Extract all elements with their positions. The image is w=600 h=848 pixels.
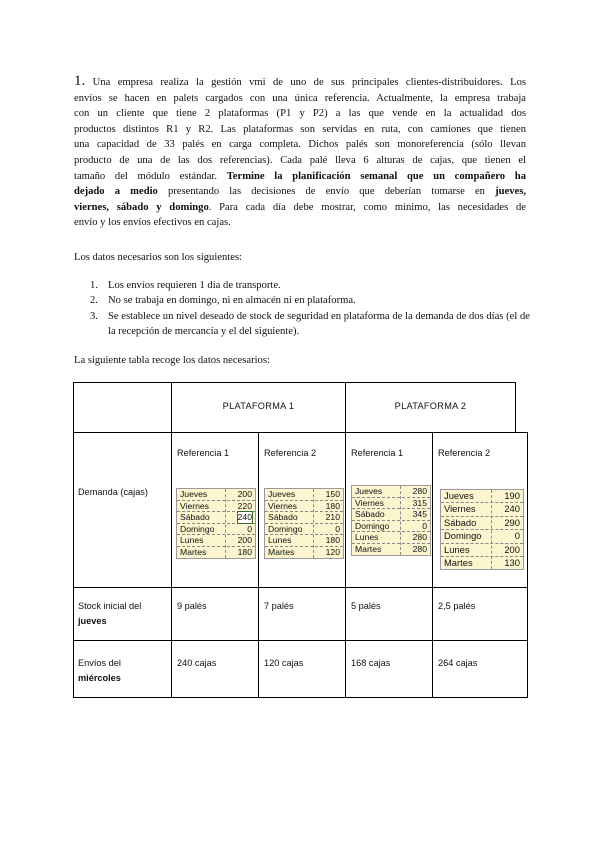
sheet-row: Lunes 180 bbox=[265, 535, 343, 547]
stock-value: 7 palés bbox=[264, 601, 294, 611]
sheet-row: Viernes 240 bbox=[441, 503, 523, 516]
table-border bbox=[73, 640, 528, 641]
list-item: 2. No se trabaja en domingo, ni en almacén ni en plataforma. bbox=[90, 295, 356, 307]
para-line-9: viernes, sábado y domingo. Para cada día debe mostrar, como mínimo, las necesidades de bbox=[74, 201, 526, 213]
requirements-list bbox=[90, 278, 530, 340]
shipment-value: 168 cajas bbox=[351, 658, 391, 668]
para-line-7: tamaño del módulo estándar. Termine la planificación semanal que un compañero ha bbox=[74, 170, 526, 182]
shipment-value: 120 cajas bbox=[264, 658, 304, 668]
para-line-10: envío y los envíos efectivos en cajas. bbox=[74, 217, 231, 229]
sheet-row: Martes 180 bbox=[180, 546, 252, 557]
table-border bbox=[515, 382, 516, 433]
sheet-row: Lunes 200 bbox=[441, 544, 523, 557]
stock-value: 2,5 palés bbox=[438, 601, 476, 611]
demand-sheet-p1-r2 bbox=[264, 488, 344, 559]
stock-row-label: Stock inicial del jueves bbox=[78, 601, 142, 626]
reference-header: Referencia 1 bbox=[177, 448, 230, 458]
sheet-row: Domingo 0 bbox=[441, 530, 523, 543]
data-intro: Los datos necesarios son los siguientes: bbox=[74, 252, 243, 263]
sheet-row: Jueves 190 bbox=[441, 490, 523, 503]
sheet-row: Viernes 220 bbox=[177, 501, 255, 513]
sheet-row: Martes 120 bbox=[268, 546, 340, 557]
sheet-row: Domingo 0 bbox=[265, 524, 343, 536]
sheet-row: Lunes 200 bbox=[177, 535, 255, 547]
exercise-number: 1. bbox=[74, 73, 86, 89]
platform-1-header: PLATAFORMA 1 bbox=[222, 401, 295, 411]
sheet-row: Jueves 150 bbox=[265, 489, 343, 501]
table-intro: La siguiente tabla recoge los datos necesarios: bbox=[74, 355, 270, 366]
sheet-row: Martes 280 bbox=[355, 543, 427, 554]
sheet-row: Martes 130 bbox=[444, 556, 520, 568]
selected-cell: 240 bbox=[237, 512, 252, 523]
shipment-value: 264 cajas bbox=[438, 658, 478, 668]
reference-header: Referencia 2 bbox=[438, 448, 491, 458]
demand-sheet-p2-r1 bbox=[351, 485, 431, 556]
list-item: 3. Se establece un nivel deseado de stock de seguridad en plataforma de la demanda de dos días (el de la recepción de mercancía y el del siguiente). bbox=[90, 310, 530, 338]
table-border bbox=[171, 382, 172, 698]
sheet-row: Sábado 290 bbox=[441, 517, 523, 530]
sheet-row: Jueves 200 bbox=[177, 489, 255, 501]
table-border bbox=[527, 432, 528, 698]
para-line-1: 1. Una empresa realiza la gestión vmi de uno de sus principales clientes-distribuidores. Los bbox=[74, 73, 526, 89]
table-border bbox=[432, 432, 433, 698]
sheet-row: Sábado 240 bbox=[177, 512, 255, 524]
stock-value: 9 palés bbox=[177, 601, 207, 611]
para-line-3: con un cliente que tiene 2 plataformas (P1 y P2) a las que vende en la actualidad dos bbox=[74, 108, 526, 120]
platform-2-header: PLATAFORMA 2 bbox=[394, 401, 467, 411]
para-line-2: envíos se hacen en palets cargados con una única referencia. Actualmente, la empresa trabaja bbox=[74, 92, 526, 104]
para-line-4: productos distintos R1 y R2. Las plataformas son servidas en ruta, con camiones que tienen bbox=[74, 123, 526, 135]
sheet-row: Lunes 280 bbox=[352, 532, 430, 544]
para-line-5: una capacidad de 33 palés en carga completa. Dichos palés son monoreferencia (sólo llevan bbox=[74, 139, 526, 151]
demand-row-label: Demanda (cajas) bbox=[78, 487, 148, 497]
demand-sheet-p1-r1 bbox=[176, 488, 256, 559]
table-border bbox=[258, 432, 259, 698]
shipment-value: 240 cajas bbox=[177, 658, 217, 668]
table-border bbox=[73, 382, 74, 698]
reference-header: Referencia 2 bbox=[264, 448, 317, 458]
sheet-row: Domingo 0 bbox=[177, 524, 255, 536]
table-border bbox=[73, 697, 528, 698]
para-line-6: producto de una de las dos referencias). Cada palé lleva 6 alturas de cajas, que tienen el bbox=[74, 154, 526, 166]
demand-sheet-p2-r2 bbox=[440, 489, 524, 570]
table-border bbox=[73, 382, 515, 383]
sheet-row: Sábado 210 bbox=[265, 512, 343, 524]
sheet-row: Domingo 0 bbox=[352, 521, 430, 533]
sheet-row: Viernes 315 bbox=[352, 498, 430, 510]
table-border bbox=[73, 587, 528, 588]
sheet-row: Sábado 345 bbox=[352, 509, 430, 521]
sheet-row: Jueves 280 bbox=[352, 486, 430, 498]
reference-header: Referencia 1 bbox=[351, 448, 404, 458]
shipments-row-label: Envíos del miércoles bbox=[78, 658, 121, 683]
sheet-row: Viernes 180 bbox=[265, 501, 343, 513]
exercise-paragraph bbox=[74, 74, 526, 231]
table-border bbox=[345, 382, 346, 698]
list-item: 1. Los envíos requieren 1 día de transporte. bbox=[90, 280, 281, 291]
table-border bbox=[73, 432, 528, 433]
para-line-8: dejado a medio presentando las decisiones de envío que deberían tomarse en jueves, bbox=[74, 186, 527, 198]
stock-value: 5 palés bbox=[351, 601, 381, 611]
